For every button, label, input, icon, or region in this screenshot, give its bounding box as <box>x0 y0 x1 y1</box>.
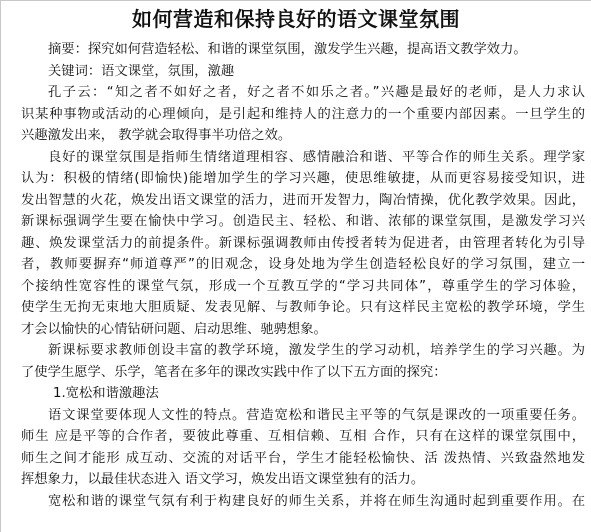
text-line: 摘要：探究如何营造轻松、和谐的课堂氛围，激发学生兴趣，提高语文教学效力。 <box>48 42 527 57</box>
text-line: 语文课堂要体现人文性的特点。营造宽松和谐民主平等的气氛是课改的一项重要任务。 <box>48 407 585 423</box>
text-line: 宽松和谐的课堂气氛有利于构建良好的师生关系，并将在师生沟通时起到重要作用。在 <box>48 493 585 509</box>
text-line: 才会以愉快的心情钻研问题、启动思维、驰骋想象。 <box>21 321 327 337</box>
text-line: 者，教师要摒弃“师道尊严”的旧观念，设身处地为学生创造轻松良好的学习氛围，建立一 <box>21 257 585 272</box>
text-line: 个接纳性宽容性的课堂气氛，形成一个互教互学的“学习共同体”，尊重学生的学习体验， <box>21 278 585 294</box>
section-heading: 1.宽松和谐激趣法 <box>53 386 159 401</box>
text-line: 孔子云：“知之者不如好之者，好之者不如乐之者。”兴趣是最好的老师，是人力求认 <box>48 85 585 100</box>
text-line: 良好的课堂氛围是指师生情绪道理相容、感情融洽和谐、平等合作的师生关系。理学家 <box>48 149 585 165</box>
text-line: 兴趣激发出来， 教学就会取得事半功倍之效。 <box>21 128 292 143</box>
text-line: 发出智慧的火花，焕发出语文课堂的活力，进而开发智力，陶冶情操，优化教学效果。因此， <box>21 192 585 208</box>
text-line: 新课标要求教师创设丰富的教学环境，激发学生的学习动机，培养学生的学习兴趣。为 <box>48 343 585 358</box>
text-line: 师生之间才能形 成互动、交流的对话平台，学生才能轻松愉快、活 泼热情、兴致盎然地发 <box>21 450 585 466</box>
text-line: 师生 应是平等的合作者，要彼此尊重、互相信赖、互相 合作，只有在这样的课堂氛围中， <box>21 429 585 444</box>
text-line: 关键词：语文课堂，氛围，激趣 <box>48 63 235 79</box>
document-title: 如何营造和保持良好的语文课堂氛围 <box>132 7 460 31</box>
text-line: 使学生无拘无束地大胆质疑、发表见解、与教师争论。只有这样民主宽松的教学环境，学生 <box>21 300 585 315</box>
text-line: 了使学生愿学、乐学，笔者在多年的课改实践中作了以下五方面的探究： <box>21 364 447 380</box>
text-line: 识某种事物或活动的心理倾向，是引起和维持人的注意力的一个重要内部因素。一旦学生的 <box>21 106 585 122</box>
text-line: 新课标强调学生要在愉快中学习。创造民主、轻松、和谐、浓郁的课堂氛围，是激发学习兴 <box>21 214 585 229</box>
text-line: 认为：积极的情绪(即愉快)能增加学生的学习兴趣，使思维敏捷，从而更容易接受知识，进 <box>21 171 585 186</box>
document-body <box>1 39 591 512</box>
text-line: 挥想象力，以最佳状态进入 语文学习，焕发出语文课堂独有的活力。 <box>21 472 425 487</box>
text-line: 趣、焕发课堂活力的前提条件。新课标强调教师由传授者转为促进者，由管理者转化为引导 <box>21 235 585 251</box>
